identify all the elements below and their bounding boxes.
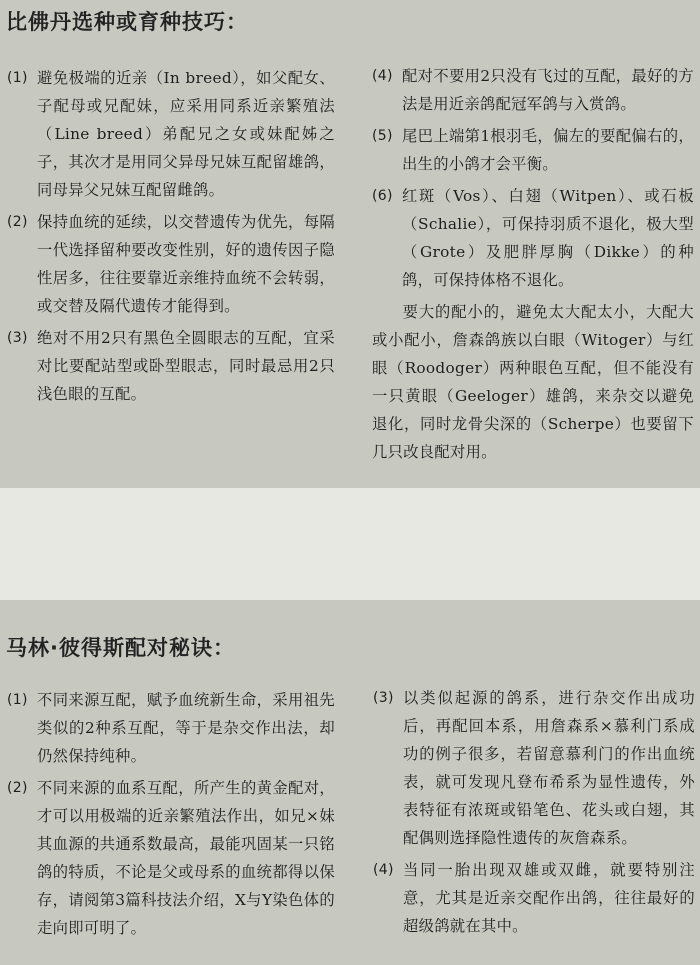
item-text: 配对不要用2只没有飞过的互配，最好的方法是用近亲鸽配冠军鸽与入赏鸽。 bbox=[402, 67, 694, 113]
section2-title: 马林·彼得斯配对秘诀： bbox=[6, 636, 235, 660]
item-number: (3) bbox=[373, 690, 394, 706]
item-number: (4) bbox=[373, 862, 394, 878]
section1-right-column bbox=[372, 62, 694, 466]
item-text: 绝对不用2只有黑色全圆眼志的互配，宜采对比要配站型或卧型眼志，同时最忌用2只浅色眼的互配。 bbox=[37, 329, 335, 403]
list-item bbox=[7, 324, 335, 408]
list-item bbox=[7, 774, 335, 942]
list-item bbox=[7, 208, 335, 320]
item-text: 保持血统的延续，以交替遗传为优先，每隔一代选择留种要改变性别，好的遗传因子隐性居多，往往要靠近亲维持血统不会转弱，或交替及隔代遗传才能得到。 bbox=[37, 213, 335, 315]
blank-band bbox=[0, 488, 700, 600]
list-item bbox=[7, 686, 335, 770]
item-text: 避免极端的近亲（In breed），如父配女、子配母或兄配妹，应采用同系近亲繁殖法（Line breed）弟配兄之女或妹配姊之子，其次才是用同父异母兄妹互配留雄鸽，同母异父兄妹互配留雌鸽。 bbox=[37, 69, 335, 199]
section2-panel bbox=[0, 600, 700, 965]
item-number: (2) bbox=[7, 214, 28, 230]
list-item bbox=[372, 122, 694, 178]
section1-left-column bbox=[7, 64, 335, 412]
list-item bbox=[372, 182, 694, 294]
item-text: 不同来源的血系互配，所产生的黄金配对，才可以用极端的近亲繁殖法作出，如兄×妹其血源的共通系数最高，最能巩固某一只铭鸽的特质，不论是父或母系的血统都得以保存，请阅第3篇科技法介绍，X与Y染色体的走向即可明了。 bbox=[37, 779, 335, 937]
section2-right-column bbox=[373, 684, 695, 944]
list-item bbox=[373, 856, 695, 940]
item-text: 当同一胎出现双雄或双雌，就要特别注意，尤其是近亲交配作出鸽，往往最好的超级鸽就在其中。 bbox=[403, 861, 695, 935]
list-item bbox=[373, 684, 695, 852]
item-number: (1) bbox=[7, 70, 28, 86]
section2-left-column bbox=[7, 686, 335, 946]
item-text: 不同来源互配，赋予血统新生命，采用祖先类似的2种系互配，等于是杂交作出法，却仍然保持纯种。 bbox=[37, 691, 335, 765]
item-number: (3) bbox=[7, 330, 28, 346]
list-item bbox=[7, 64, 335, 204]
item-number: (1) bbox=[7, 692, 28, 708]
item-text: 尾巴上端第1根羽毛，偏左的要配偏右的，出生的小鸽才会平衡。 bbox=[402, 127, 694, 173]
item-number: (4) bbox=[372, 68, 393, 84]
section1-title: 比佛丹选种或育种技巧： bbox=[6, 10, 248, 34]
item-number: (6) bbox=[372, 188, 393, 204]
item-text: 红斑（Vos）、白翅（Witpen）、或石板（Schalie），可保持羽质不退化，极大型（Grote）及肥胖厚胸（Dikke）的种鸽，可保持体格不退化。 bbox=[402, 187, 694, 289]
body-paragraph: 要大的配小的，避免太大配太小，大配大或小配小，詹森鸽族以白眼（Witoger）与红眼（Roodoger）两种眼色互配，但不能没有一只黄眼（Geeloger）雄鸽，来杂交以避免退化，同时龙骨尖深的（Scherpe）也要留下几只改良配对用。 bbox=[372, 303, 694, 461]
item-number: (2) bbox=[7, 780, 28, 796]
item-text: 以类似起源的鸽系，进行杂交作出成功后，再配回本系，用詹森系×慕利门系成功的例子很多，若留意慕利门的作出血统表，就可发现凡登布希系为显性遗传，外表特征有浓斑或铅笔色、花头或白翅，其配偶则选择隐性遗传的灰詹森系。 bbox=[403, 689, 695, 847]
item-number: (5) bbox=[372, 128, 393, 144]
list-item bbox=[372, 62, 694, 118]
